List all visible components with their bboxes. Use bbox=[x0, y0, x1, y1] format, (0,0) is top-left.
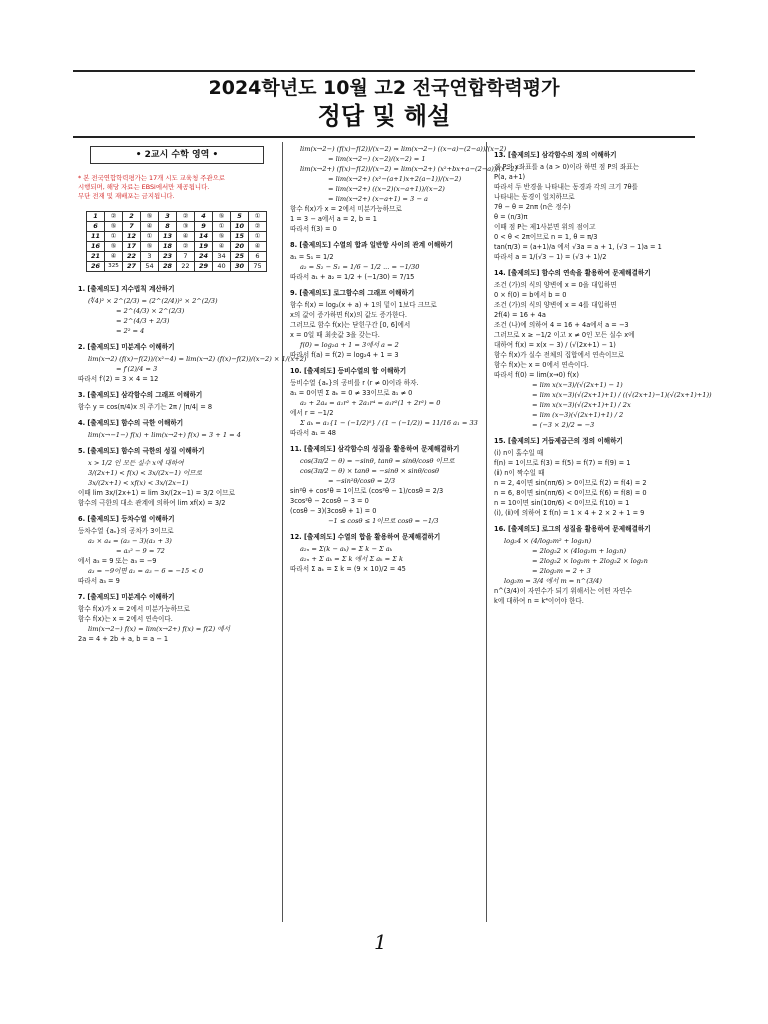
answer-row bbox=[87, 232, 267, 242]
solution-line: = 2^(4/3) × 2^(2/3) bbox=[116, 307, 185, 315]
solution-line: lim(x→2+) (f(x)−f(2))/(x−2) = lim(x→2+) (x²+bx+a−(2−a))/(x−2) bbox=[300, 165, 518, 173]
question-number: 14 bbox=[195, 232, 213, 242]
solution-line: n = 10이면 sin(10π/6) < 0이므로 f(10) = 1 bbox=[494, 499, 630, 507]
question-number: 26 bbox=[87, 262, 105, 272]
answer-cell: ④ bbox=[141, 222, 159, 232]
solution-heading: 7. [출제의도] 미분계수 이해하기 bbox=[78, 593, 175, 601]
solution-line: a₂ = S₂ − S₁ = 1/6 − 1/2 ... = −1/30 bbox=[300, 263, 420, 271]
question-number: 10 bbox=[231, 222, 249, 232]
solution-q4 bbox=[78, 418, 276, 440]
solution-line: lim(x→2−) (f(x)−f(2))/(x−2) = lim(x→2−) ((x−a)−(2−a))/(x−2) bbox=[300, 145, 507, 153]
solution-heading: 12. [출제의도] 수열의 합을 활용하여 문제해결하기 bbox=[290, 533, 441, 541]
solution-line: = 2log₂2 × (4log₂m + log₂n) bbox=[532, 547, 627, 555]
solution-line: 함수 y = cos(π/4)x 의 주기는 2π / |π/4| = 8 bbox=[78, 403, 213, 411]
solution-line: 함수 f(x) = log₂(x + a) + 1의 밑이 1보다 크므로 bbox=[290, 301, 437, 309]
solution-q3 bbox=[78, 390, 276, 412]
solution-line: 대하여 f(x) = x(x − 3) / (√(2x+1) − 1) bbox=[494, 341, 616, 349]
solution-line: a₃ = −9이면 a₁ = a₃ − 6 = −15 < 0 bbox=[88, 567, 204, 575]
solution-line: 따라서 f′(2) = 3 × 4 = 12 bbox=[78, 375, 159, 383]
solution-line: = lim(x→2−) (x−2)/(x−2) = 1 bbox=[328, 155, 426, 163]
solution-line: 따라서 a₁ + a₂ = 1/2 + (−1/30) = 7/15 bbox=[290, 273, 415, 281]
question-number: 3 bbox=[159, 212, 177, 222]
answer-cell: ⑤ bbox=[141, 242, 159, 252]
solution-line: = lim(x→2+) (x−a+1) = 3 − a bbox=[328, 195, 428, 203]
answer-cell: 6 bbox=[249, 252, 267, 262]
solution-line: = 2log₂2 × log₂m + 2log₂2 × log₂n bbox=[532, 557, 648, 565]
answer-row bbox=[87, 212, 267, 222]
solution-line: (ⅰ), (ⅱ)에 의하여 Σ f(n) = 1 × 4 + 2 × 2 + 1 = 9 bbox=[494, 509, 645, 517]
question-number: 30 bbox=[231, 262, 249, 272]
solution-line: 따라서 a₃ = 9 bbox=[78, 577, 120, 585]
solution-line: 나타내는 동경이 일치하므로 bbox=[494, 193, 575, 201]
answer-cell: ② bbox=[177, 242, 195, 252]
question-number: 1 bbox=[87, 212, 105, 222]
solution-line: (ⅱ) n이 짝수일 때 bbox=[494, 469, 545, 477]
solution-line: = lim (x−3)(√(2x+1)+1) / 2 bbox=[532, 411, 624, 419]
solution-line: f(n) = 1이므로 f(3) = f(5) = f(7) = f(9) = 1 bbox=[494, 459, 631, 467]
solution-line: = 2^(4/3 + 2/3) bbox=[116, 317, 170, 325]
solution-q15 bbox=[494, 436, 694, 518]
column-divider-2 bbox=[486, 142, 487, 922]
solution-line: = f′(2)/4 = 3 bbox=[116, 365, 158, 373]
copyright-notice: * 본 전국연합학력평가는 17개 시도 교육청 주관으로 시행되며, 해당 자료는 EBSi에서만 제공됩니다. 무단 전재 및 재배포는 금지됩니다. bbox=[78, 174, 225, 200]
answer-row bbox=[87, 242, 267, 252]
solution-q9 bbox=[290, 288, 480, 360]
solution-line: 2a = 4 + 2b + a, b = a − 1 bbox=[78, 635, 169, 643]
solution-line: 7θ − θ = 2nπ (n은 정수) bbox=[494, 203, 571, 211]
solution-line: sin²θ + cos²θ = 1이므로 (cos²θ − 1)/cosθ = 2/3 bbox=[290, 487, 444, 495]
question-number: 27 bbox=[123, 262, 141, 272]
solution-line: x > 1/2 인 모든 실수 x에 대하여 bbox=[88, 459, 184, 467]
section-label: • 2교시 수학 영역 • bbox=[90, 146, 264, 164]
solution-heading: 9. [출제의도] 로그함수의 그래프 이해하기 bbox=[290, 289, 415, 297]
question-number: 25 bbox=[231, 252, 249, 262]
answer-cell: 22 bbox=[177, 262, 195, 272]
answer-cell: ④ bbox=[213, 242, 231, 252]
solution-heading: 15. [출제의도] 거듭제곱근의 정의 이해하기 bbox=[494, 437, 623, 445]
solution-line: lim(x→2−) f(x) = lim(x→2+) f(x) = f(2) 에서 bbox=[88, 625, 231, 633]
answer-cell: ③ bbox=[177, 222, 195, 232]
solution-heading: 8. [출제의도] 수열의 합과 일반항 사이의 관계 이해하기 bbox=[290, 241, 453, 249]
answer-cell: ⑤ bbox=[213, 212, 231, 222]
solution-heading: 4. [출제의도] 함수의 극한 이해하기 bbox=[78, 419, 184, 427]
answer-cell: ④ bbox=[105, 252, 123, 262]
solution-line: 조건 (나)에 의하여 4 = 16 + 4a에서 a = −3 bbox=[494, 321, 629, 329]
question-number: 15 bbox=[231, 232, 249, 242]
solution-q12 bbox=[290, 532, 480, 574]
solution-line: 0 × f(0) = b에서 b = 0 bbox=[494, 291, 567, 299]
answer-cell: ⑤ bbox=[105, 222, 123, 232]
answer-table bbox=[86, 211, 267, 272]
question-number: 5 bbox=[231, 212, 249, 222]
solution-heading: 13. [출제의도] 삼각함수의 정의 이해하기 bbox=[494, 151, 617, 159]
solution-q14 bbox=[494, 268, 712, 430]
question-number: 9 bbox=[195, 222, 213, 232]
solution-q10 bbox=[290, 366, 480, 438]
solution-line: 따라서 a = 1/(√3 − 1) = (√3 + 1)/2 bbox=[494, 253, 607, 261]
question-number: 21 bbox=[87, 252, 105, 262]
solution-q1 bbox=[78, 284, 276, 336]
question-number: 20 bbox=[231, 242, 249, 252]
solution-line: f(0) = log₂a + 1 = 3에서 a = 2 bbox=[300, 341, 399, 349]
solution-q13 bbox=[494, 150, 694, 262]
page-title: 2024학년도 10월 고2 전국연합학력평가 bbox=[208, 77, 560, 99]
answer-cell: 54 bbox=[141, 262, 159, 272]
solution-line: 조건 (가)의 식의 양변에 x = 0을 대입하면 bbox=[494, 281, 617, 289]
solution-line: n = 6, 8이면 sin(nπ/6) < 0이므로 f(6) = f(8) = 0 bbox=[494, 489, 647, 497]
solution-line: tan(π/3) = (a+1)/a 에서 √3a = a + 1, (√3 − 1)a = 1 bbox=[494, 243, 662, 251]
question-number: 18 bbox=[159, 242, 177, 252]
answer-cell: 40 bbox=[213, 262, 231, 272]
solution-line: a₂ₙ + Σ aₖ = Σ k 에서 Σ aₖ = Σ k bbox=[300, 555, 404, 563]
solution-line: a₁ = S₁ = 1/2 bbox=[290, 253, 334, 261]
question-number: 24 bbox=[195, 252, 213, 262]
solution-line: 그러므로 함수 f(x)는 닫힌구간 [0, 6]에서 bbox=[290, 321, 411, 329]
answer-row bbox=[87, 222, 267, 232]
solution-line: = lim(x→2+) (x²−(a+1)x+2(a−1))/(x−2) bbox=[328, 175, 462, 183]
solution-q7 bbox=[78, 592, 276, 644]
solution-line: 함수 f(x)가 x = 2에서 미분가능하므로 bbox=[290, 205, 402, 213]
solution-line: = a₃² − 9 = 72 bbox=[116, 547, 165, 555]
solution-heading: 5. [출제의도] 함수의 극한의 성질 이해하기 bbox=[78, 447, 205, 455]
solution-line: 따라서 a₁ = 48 bbox=[290, 429, 336, 437]
solution-line: (∜4)² × 2^(2/3) = (2^(2/4))² × 2^(2/3) bbox=[88, 297, 218, 305]
question-number: 12 bbox=[123, 232, 141, 242]
solution-line: lim(x→−1−) f(x) + lim(x→2+) f(x) = 3 + 1 = 4 bbox=[88, 431, 241, 439]
solution-line: 함수의 극한의 대소 관계에 의하여 lim xf(x) = 3/2 bbox=[78, 499, 226, 507]
solution-line: 함수 f(x)가 실수 전체의 집합에서 연속이므로 bbox=[494, 351, 625, 359]
solution-line: = 2² = 4 bbox=[116, 327, 145, 335]
solution-line: 함수 f(x)는 x = 2에서 연속이다. bbox=[78, 615, 173, 623]
solution-line: 등비수열 {aₙ}의 공비를 r (r ≠ 0)이라 하자. bbox=[290, 379, 419, 387]
answer-cell: 7 bbox=[177, 252, 195, 262]
solution-line: 따라서 f(a) = f(2) = log₂4 + 1 = 3 bbox=[290, 351, 399, 359]
solution-heading: 14. [출제의도] 함수의 연속을 활용하여 문제해결하기 bbox=[494, 269, 651, 277]
answer-cell: 325 bbox=[105, 262, 123, 272]
solution-line: −1 ≤ cosθ ≤ 1이므로 cosθ = −1/3 bbox=[328, 517, 439, 525]
solution-line: 이때 점 P는 제1사분면 위의 점이고 bbox=[494, 223, 596, 231]
solution-line: k에 대하여 n = k⁴이어야 한다. bbox=[494, 597, 584, 605]
solution-line: 이때 lim 3x/(2x+1) = lim 3x/(2x−1) = 3/2 이므로 bbox=[78, 489, 236, 497]
question-number: 4 bbox=[195, 212, 213, 222]
solution-q16 bbox=[494, 524, 694, 606]
solution-line: a₂ × a₄ = (a₃ − 3)(a₃ + 3) bbox=[88, 537, 172, 545]
solution-q2 bbox=[78, 342, 307, 384]
answer-cell: ⑤ bbox=[105, 242, 123, 252]
answer-cell: ⑤ bbox=[141, 212, 159, 222]
question-number: 23 bbox=[159, 252, 177, 262]
solution-line: n^(3/4)이 자연수가 되기 위해서는 어떤 자연수 bbox=[494, 587, 632, 595]
answer-cell: 75 bbox=[249, 262, 267, 272]
question-number: 7 bbox=[123, 222, 141, 232]
solution-q6 bbox=[78, 514, 276, 586]
solution-line: lim(x→2) (f(x)−f(2))/(x²−4) = lim(x→2) (f(x)−f(2))/(x−2) × 1/(x+2) bbox=[88, 355, 307, 363]
question-number: 2 bbox=[123, 212, 141, 222]
answer-cell: ① bbox=[105, 232, 123, 242]
solution-line: = lim x(x−3)/(√(2x+1) − 1) bbox=[532, 381, 623, 389]
solution-line: 따라서 f(0) = lim(x→0) f(x) bbox=[494, 371, 579, 379]
solution-line: = −sin²θ/cosθ = 2/3 bbox=[328, 477, 396, 485]
right-column bbox=[494, 144, 712, 606]
solution-line: a₁ = 0이면 Σ aₖ = 0 ≠ 33이므로 a₁ ≠ 0 bbox=[290, 389, 413, 397]
solution-line: P(a, a+1) bbox=[494, 173, 526, 181]
solution-line: x의 값이 증가하면 f(x)의 값도 증가한다. bbox=[290, 311, 408, 319]
solution-line: 따라서 두 반경을 나타내는 동경과 각의 크기 7θ를 bbox=[494, 183, 638, 191]
solution-line: = lim x(x−3)(√(2x+1)+1) / 2x bbox=[532, 401, 631, 409]
solution-line: 따라서 Σ aₖ = Σ k = (9 × 10)/2 = 45 bbox=[290, 565, 406, 573]
answer-cell: ② bbox=[105, 212, 123, 222]
solution-heading: 3. [출제의도] 삼각함수의 그래프 이해하기 bbox=[78, 391, 203, 399]
solution-heading: 6. [출제의도] 등차수열 이해하기 bbox=[78, 515, 175, 523]
solution-q11 bbox=[290, 444, 480, 526]
page-subtitle: 정답 및 해설 bbox=[317, 102, 451, 130]
solution-line: 조건 (가)의 식의 양변에 x = 4를 대입하면 bbox=[494, 301, 617, 309]
solution-line: (cosθ − 3)(3cosθ + 1) = 0 bbox=[290, 507, 377, 515]
solution-line: 에서 a₃ = 9 또는 a₃ = −9 bbox=[78, 557, 157, 565]
question-number: 13 bbox=[159, 232, 177, 242]
answer-cell: ④ bbox=[249, 242, 267, 252]
answer-cell: 3 bbox=[141, 252, 159, 262]
answer-cell: ① bbox=[249, 232, 267, 242]
answer-cell: 34 bbox=[213, 252, 231, 262]
answer-cell: ⑤ bbox=[213, 232, 231, 242]
solution-line: = lim(x→2+) ((x−2)(x−a+1))/(x−2) bbox=[328, 185, 445, 193]
solution-heading: 16. [출제의도] 로그의 성질을 활용하여 문제해결하기 bbox=[494, 525, 651, 533]
solution-line: 따라서 f(3) = 0 bbox=[290, 225, 337, 233]
solution-line: cos(3π/2 − θ) × tanθ = −sinθ × sinθ/cosθ bbox=[300, 467, 439, 475]
answer-cell: ① bbox=[249, 212, 267, 222]
solution-heading: 11. [출제의도] 삼각함수의 성질을 활용하여 문제해결하기 bbox=[290, 445, 460, 453]
solution-heading: 2. [출제의도] 미분계수 이해하기 bbox=[78, 343, 175, 351]
question-number: 11 bbox=[87, 232, 105, 242]
question-number: 19 bbox=[195, 242, 213, 252]
solution-line: = 2log₂m = 2 + 3 bbox=[532, 567, 591, 575]
solution-line: n = 2, 4이면 sin(nπ/6) > 0이므로 f(2) = f(4) = 2 bbox=[494, 479, 647, 487]
header-rule bbox=[73, 136, 695, 138]
solution-line: 0 < θ < 2π이므로 n = 1, θ = π/3 bbox=[494, 233, 598, 241]
column-divider-1 bbox=[282, 142, 283, 922]
solution-heading: 10. [출제의도] 등비수열의 합 이해하기 bbox=[290, 367, 407, 375]
solution-line: 점 P의 x좌표를 a (a > 0)이라 하면 점 P의 좌표는 bbox=[494, 163, 639, 171]
page-number: 1 bbox=[374, 930, 387, 954]
question-number: 8 bbox=[159, 222, 177, 232]
solution-line: 등차수열 {aₙ}의 공차가 3이므로 bbox=[78, 527, 174, 535]
solution-line: 2f(4) = 16 + 4a bbox=[494, 311, 546, 319]
solution-line: a₂ₙ = Σ(k − aₖ) = Σ k − Σ aₖ bbox=[300, 545, 393, 553]
solution-line: log₂m = 3/4 에서 m = n^(3/4) bbox=[504, 577, 602, 585]
solution-line: 함수 f(x)는 x = 0에서 연속이다. bbox=[494, 361, 589, 369]
solution-line: 그러므로 x ≥ −1/2 이고 x ≠ 0인 모든 실수 x에 bbox=[494, 331, 635, 339]
answer-cell: ① bbox=[141, 232, 159, 242]
solution-line: cos(3π/2 − θ) = −sinθ, tanθ = sinθ/cosθ 이므로 bbox=[300, 457, 455, 465]
solution-line: x = 0일 때 최솟값 3을 갖는다. bbox=[290, 331, 380, 339]
question-number: 16 bbox=[87, 242, 105, 252]
answer-cell: ④ bbox=[177, 232, 195, 242]
solution-line: = lim x(x−3)(√(2x+1)+1) / ((√(2x+1)−1)(√(2x+1)+1)) bbox=[532, 391, 712, 399]
question-number: 29 bbox=[195, 262, 213, 272]
solution-line: Σ aₖ = a₁{1 − (−1/2)⁵} / (1 − (−1/2)) = 11/16 a₁ = 33 bbox=[300, 419, 478, 427]
answer-cell: ② bbox=[249, 222, 267, 232]
solution-line: 3/(2x+1) < f(x) < 3x/(2x−1) 이므로 bbox=[88, 469, 203, 477]
answer-cell: ① bbox=[213, 222, 231, 232]
question-number: 28 bbox=[159, 262, 177, 272]
solution-heading: 1. [출제의도] 지수법칙 계산하기 bbox=[78, 285, 175, 293]
solution-line: 3cos²θ − 2cosθ − 3 = 0 bbox=[290, 497, 369, 505]
solution-line: log₂4 × (4/log₂m² + log₂n) bbox=[504, 537, 592, 545]
left-column bbox=[78, 144, 307, 644]
solution-line: 3x/(2x+1) < xf(x) < 3x/(2x−1) bbox=[88, 479, 189, 487]
solution-q8 bbox=[290, 240, 480, 282]
solution-line: a₂ + 2a₄ = a₁r² + 2a₁r⁴ = a₁r²(1 + 2r²) = 0 bbox=[300, 399, 441, 407]
question-number: 17 bbox=[123, 242, 141, 252]
answer-row bbox=[87, 252, 267, 262]
top-rule bbox=[73, 70, 695, 72]
question-number: 22 bbox=[123, 252, 141, 262]
solution-line: = (−3 × 2)/2 = −3 bbox=[532, 421, 595, 429]
answer-cell: ② bbox=[177, 212, 195, 222]
solution-line: (ⅰ) n이 홀수일 때 bbox=[494, 449, 544, 457]
solution-line: θ = (n/3)π bbox=[494, 213, 528, 221]
solution-line: 1 = 3 − a에서 a = 2, b = 1 bbox=[290, 215, 377, 223]
answer-row bbox=[87, 262, 267, 272]
solution-line: 함수 f(x)가 x = 2에서 미분가능하므로 bbox=[78, 605, 190, 613]
solution-line: 에서 r = −1/2 bbox=[290, 409, 334, 417]
question-number: 6 bbox=[87, 222, 105, 232]
solution-q5 bbox=[78, 446, 276, 508]
